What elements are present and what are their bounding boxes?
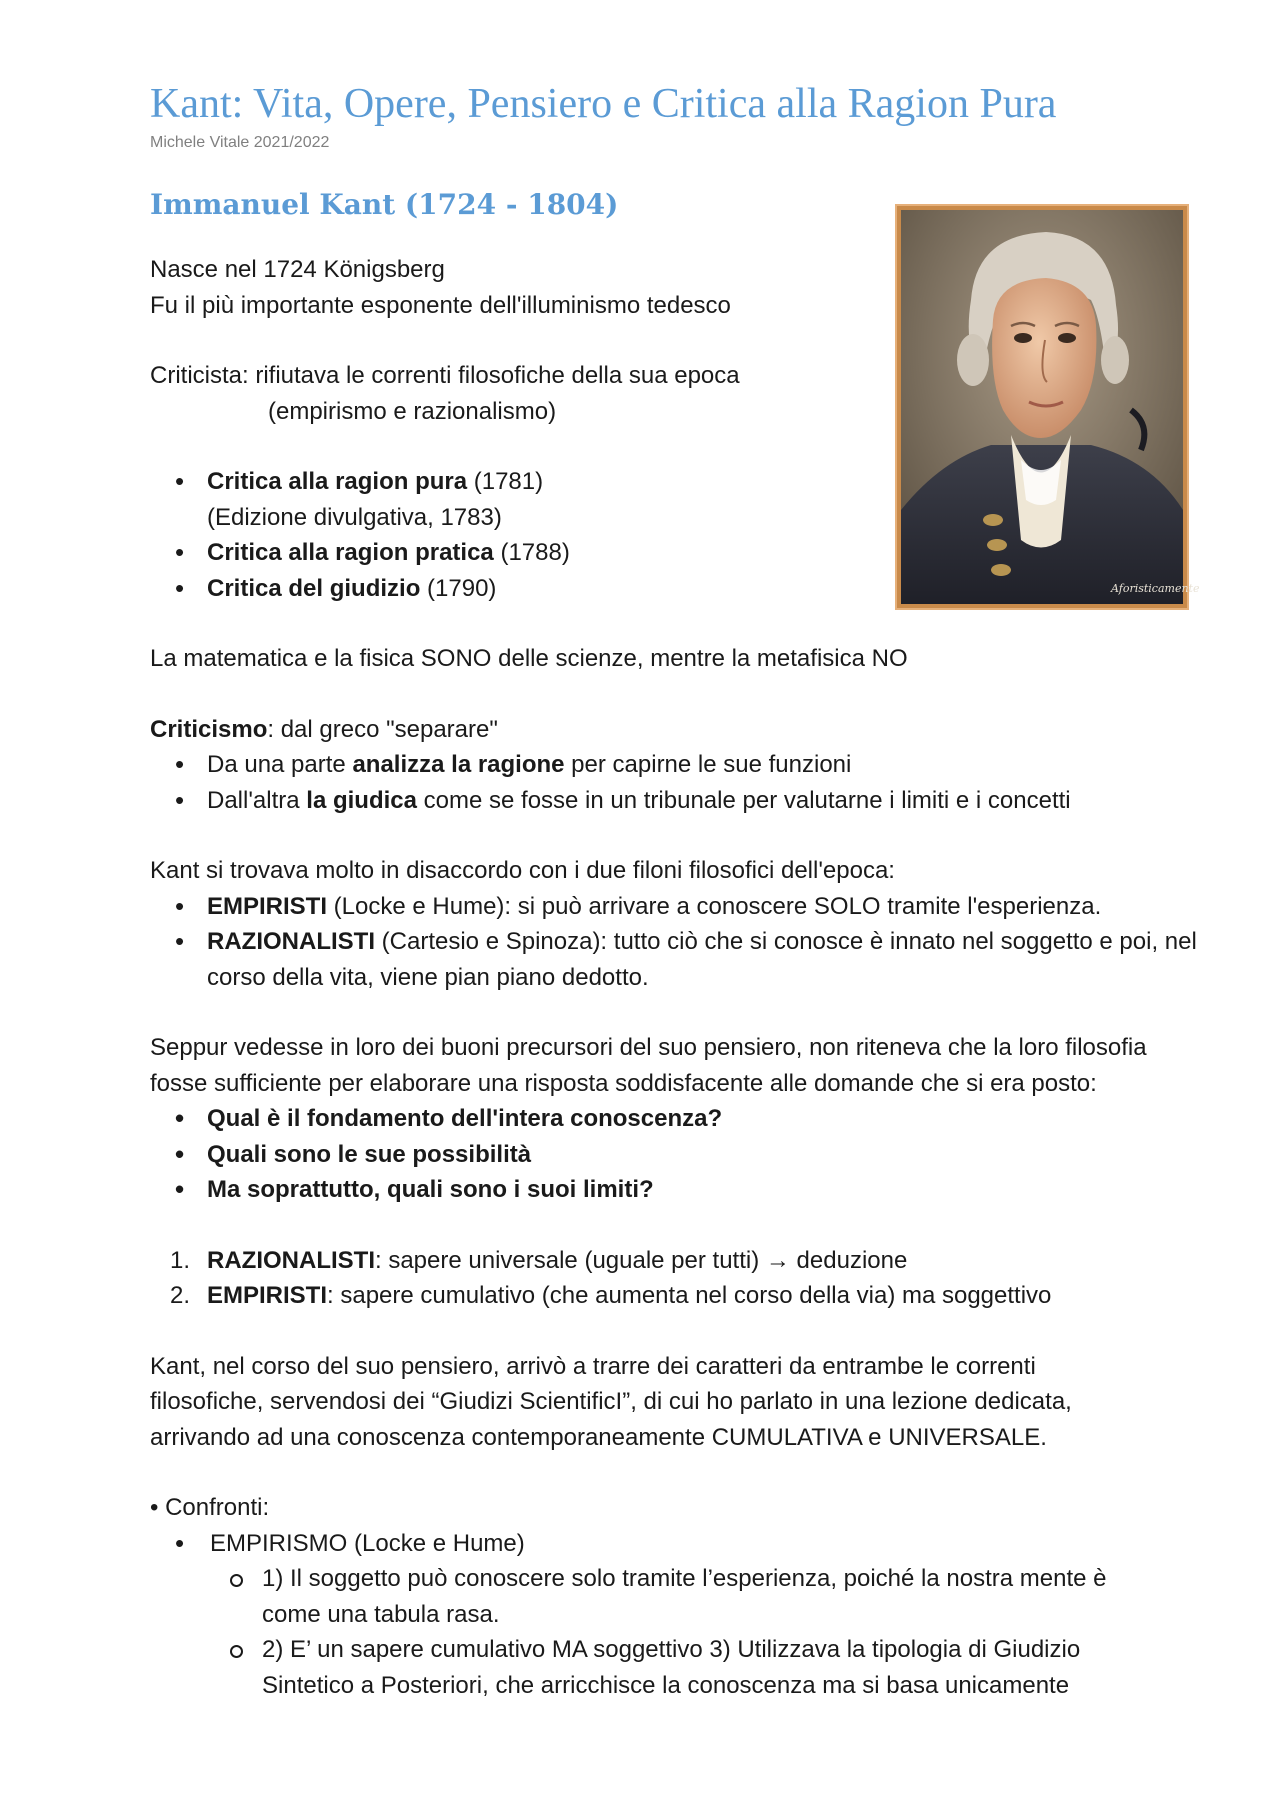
list-item	[150, 571, 910, 607]
item-text: per capirne le sue funzioni	[564, 751, 852, 778]
criticismo-term: Criticismo	[150, 715, 268, 743]
item-bold: analizza la ragione	[352, 751, 565, 778]
list-item: • Ma soprattutto, quali sono i suoi limiti?	[150, 1172, 1260, 1208]
item-text: Dall'altra	[207, 786, 307, 814]
item-bold: EMPIRISTI	[207, 1282, 328, 1309]
item-text: come se fosse in un tribunale per valutarne i limiti e i concetti	[416, 786, 1071, 814]
list-item	[150, 1278, 1260, 1314]
document-title: Kant: Vita, Opere, Pensiero e Critica alla Ragion Pura	[150, 81, 1057, 127]
criticismo-definition	[150, 712, 1260, 748]
precursori-line: fosse sufficiente per elaborare una risposta soddisfacente alle domande che si era posto:	[150, 1069, 1097, 1097]
portrait-watermark: Aforisticamente	[1111, 582, 1200, 595]
work-year: (1790)	[420, 574, 497, 602]
work-title: Critica del giudizio	[207, 574, 421, 602]
item-text: : sapere cumulativo (che aumenta nel corso della via) ma soggettivo	[327, 1282, 1052, 1309]
questions-list	[150, 1101, 1260, 1208]
conclusione-line: filosofiche, servendosi dei “Giudizi ScientificI”, di cui ho parlato in una lezione dedicata,	[150, 1388, 1072, 1415]
criticista-line: (empirismo e razionalismo)	[268, 397, 557, 425]
list-item	[150, 1243, 1260, 1279]
item-text: (Locke e Hume): si può arrivare a conoscere SOLO tramite l'esperienza.	[327, 892, 1102, 920]
list-item: 1) Il soggetto può conoscere solo tramite l’esperienza, poiché la nostra mente è come una tabula rasa.	[150, 1561, 1142, 1632]
disaccordo-list	[150, 889, 1260, 996]
item-number: 2.	[170, 1282, 191, 1309]
criticismo-list	[150, 747, 1260, 818]
list-item	[150, 889, 1260, 925]
work-year: (1781)	[467, 468, 544, 495]
list-item: • Quali sono le sue possibilità	[150, 1137, 1260, 1173]
list-item	[150, 783, 1260, 819]
conclusione-line: arrivando ad una conoscenza contemporaneamente CUMULATIVA e UNIVERSALE.	[150, 1423, 1047, 1451]
list-item	[150, 924, 1260, 995]
item-text: : sapere universale (uguale per tutti) → deduzione	[375, 1246, 908, 1274]
item-bold: EMPIRISTI	[207, 892, 328, 920]
precursori-line: Seppur vedesse in loro dei buoni precursori del suo pensiero, non riteneva che la loro filosofia	[150, 1034, 1147, 1061]
portrait-image	[895, 204, 1200, 610]
list-item: • Qual è il fondamento dell'intera conoscenza?	[150, 1101, 1260, 1137]
intro-line: Nasce nel 1724 Königsberg	[150, 256, 445, 283]
confronti-list	[150, 1526, 1260, 1562]
confronti-heading: • Confronti:	[150, 1494, 270, 1521]
item-bold: la giudica	[306, 786, 417, 814]
science-statement: La matematica e la fisica SONO delle scienze, mentre la metafisica NO	[150, 645, 908, 672]
item-bold: RAZIONALISTI	[207, 1246, 375, 1274]
criticista-line: Criticista: rifiutava le correnti filosofiche della sua epoca	[150, 362, 740, 389]
item-text: (Cartesio e Spinoza): tutto ciò che si conosce è innato nel soggetto e poi, nel corso della vita, viene pian piano dedotto.	[207, 928, 1197, 991]
works-list	[150, 464, 910, 606]
list-item	[150, 747, 1260, 783]
work-year: (1788)	[493, 539, 570, 566]
intro-line: Fu il più importante esponente dell'illuminismo tedesco	[150, 291, 731, 319]
work-title: Critica alla ragion pratica	[207, 539, 494, 566]
work-note: (Edizione divulgativa, 1783)	[207, 503, 502, 531]
list-item: • EMPIRISMO (Locke e Hume)	[150, 1526, 1260, 1562]
item-text: Da una parte	[207, 751, 353, 778]
criticismo-text: : dal greco "separare"	[267, 715, 498, 743]
item-number: 1.	[170, 1246, 191, 1274]
document-subtitle: Michele Vitale 2021/2022	[150, 134, 330, 151]
list-item: 2) E’ un sapere cumulativo MA soggettivo 3) Utilizzava la tipologia di Giudizio Sintetico a Posteriori, che arricchisce la conoscenza ma si basa unicamente	[150, 1632, 1142, 1703]
kant-portrait-illustration	[901, 210, 1200, 604]
confronti-sublist	[150, 1561, 1250, 1703]
work-title: Critica alla ragion pura	[207, 468, 468, 495]
list-item	[150, 464, 910, 535]
conclusione-line: Kant, nel corso del suo pensiero, arrivò a trarre dei caratteri da entrambe le correnti	[150, 1352, 1036, 1380]
list-item	[150, 535, 910, 571]
item-bold: RAZIONALISTI	[207, 928, 375, 955]
section-heading: Immanuel Kant (1724 - 1804)	[150, 188, 619, 221]
numbered-list	[150, 1243, 1260, 1314]
disaccordo-intro: Kant si trovava molto in disaccordo con i due filoni filosofici dell'epoca:	[150, 857, 895, 884]
